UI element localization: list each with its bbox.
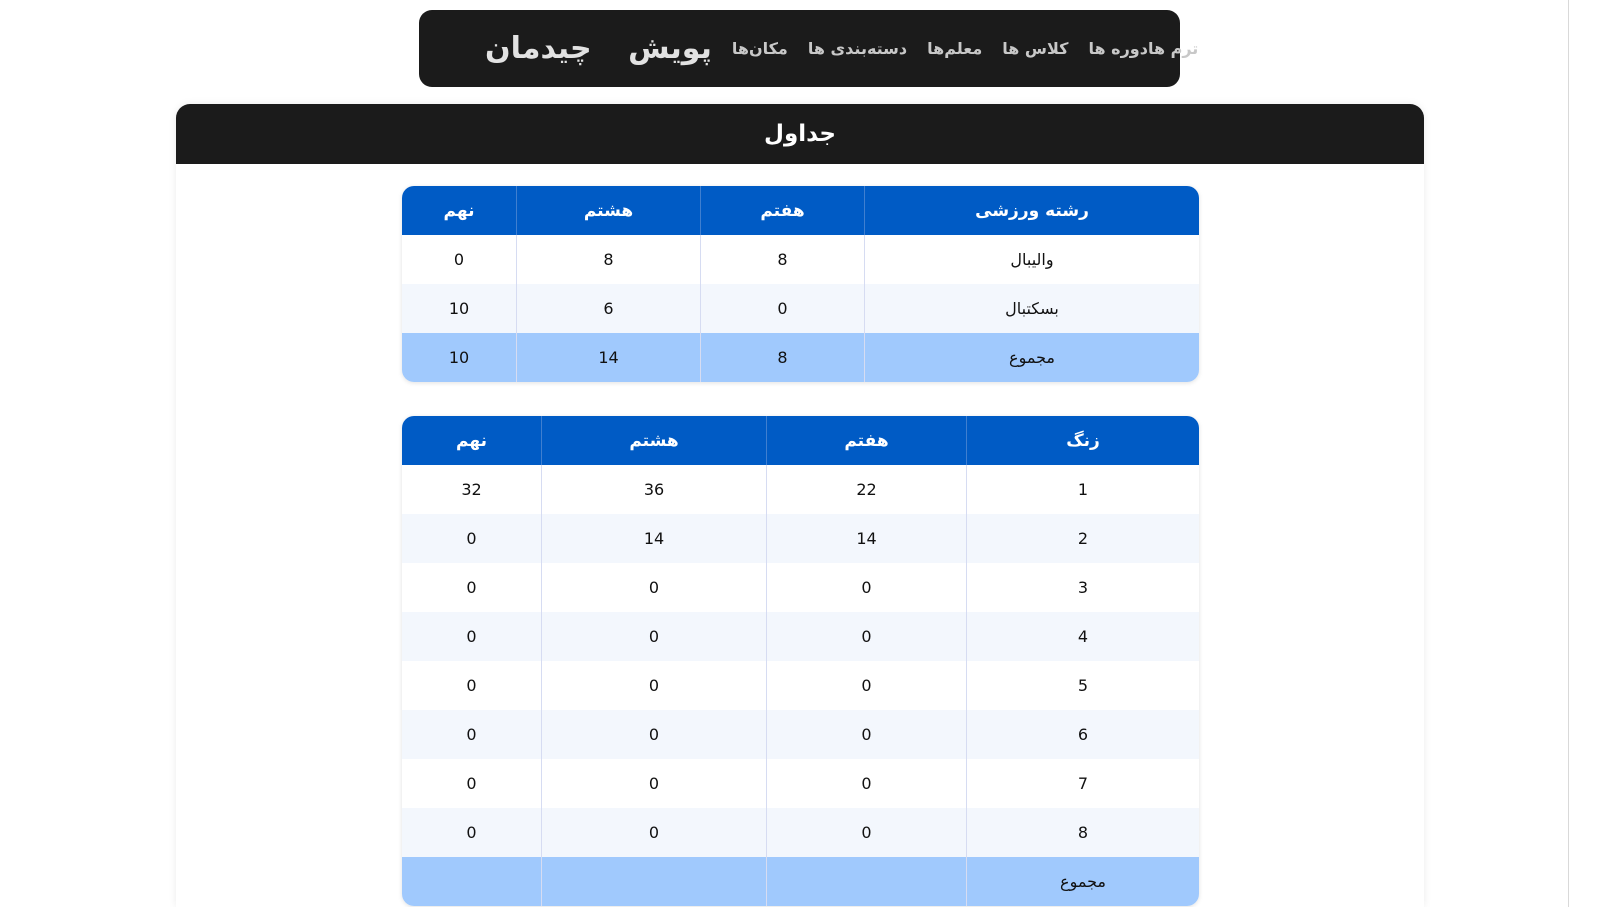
total-cell: 14	[516, 333, 700, 382]
column-header: هفتم	[766, 416, 966, 465]
table-cell: 0	[402, 661, 541, 710]
table-cell: 0	[766, 661, 966, 710]
table-cell: 0	[700, 284, 864, 333]
table-cell: 0	[541, 710, 766, 759]
table-cell: 0	[402, 563, 541, 612]
table-cell: 8	[966, 808, 1199, 857]
table-cell: 4	[966, 612, 1199, 661]
table-cell: 0	[766, 710, 966, 759]
nav-link-terms[interactable]: ترم ها	[1147, 39, 1199, 58]
table-cell: 0	[541, 759, 766, 808]
table-cell: 10	[402, 284, 516, 333]
brand-logo[interactable]	[485, 31, 712, 66]
nav-link-teachers[interactable]: معلم‌ها	[927, 39, 983, 58]
table-cell: 0	[402, 612, 541, 661]
bells-table	[402, 416, 1199, 906]
table-cell: 0	[402, 710, 541, 759]
table-cell: 0	[402, 514, 541, 563]
column-header: نهم	[402, 186, 516, 235]
table-cell: 0	[402, 808, 541, 857]
table-cell: 0	[402, 235, 516, 284]
total-cell: 8	[700, 333, 864, 382]
table-cell: 14	[541, 514, 766, 563]
table-row	[402, 235, 1199, 284]
total-cell	[541, 857, 766, 906]
nav-link-courses[interactable]: دوره ها	[1088, 39, 1148, 58]
total-row	[402, 857, 1199, 906]
table-cell: 5	[966, 661, 1199, 710]
table-row	[402, 612, 1199, 661]
column-header: هشتم	[541, 416, 766, 465]
table-cell: 0	[766, 563, 966, 612]
table-cell: 6	[966, 710, 1199, 759]
table-cell: 0	[541, 563, 766, 612]
panel-title: جداول	[176, 104, 1424, 164]
table-cell: 0	[766, 759, 966, 808]
total-cell	[402, 857, 541, 906]
total-cell	[766, 857, 966, 906]
table-cell: 2	[966, 514, 1199, 563]
column-header: رشته ورزشی	[864, 186, 1199, 235]
column-header: زنگ	[966, 416, 1199, 465]
table-cell: 8	[516, 235, 700, 284]
table-row	[402, 661, 1199, 710]
table-header-row	[402, 186, 1199, 235]
table-row	[402, 563, 1199, 612]
total-cell: 10	[402, 333, 516, 382]
table-cell: 7	[966, 759, 1199, 808]
table-cell: 0	[766, 612, 966, 661]
table-header-row	[402, 416, 1199, 465]
table-cell: 0	[766, 808, 966, 857]
column-header: هشتم	[516, 186, 700, 235]
table-cell: 14	[766, 514, 966, 563]
table-cell: 0	[541, 612, 766, 661]
window-scrollbar[interactable]	[1568, 0, 1569, 907]
total-row	[402, 333, 1199, 382]
table-cell: 36	[541, 465, 766, 514]
table-row	[402, 514, 1199, 563]
column-header: نهم	[402, 416, 541, 465]
sports-table	[402, 186, 1199, 382]
total-cell: مجموع	[864, 333, 1199, 382]
table-cell: بسکتبال	[864, 284, 1199, 333]
table-row	[402, 284, 1199, 333]
table-cell: والیبال	[864, 235, 1199, 284]
table-cell: 1	[966, 465, 1199, 514]
table-cell: 3	[966, 563, 1199, 612]
table-cell: 0	[541, 808, 766, 857]
table-row	[402, 808, 1199, 857]
table-row	[402, 759, 1199, 808]
nav-link-places[interactable]: مکان‌ها	[731, 39, 788, 58]
brand-part2: چیدمان	[485, 31, 592, 66]
table-row	[402, 710, 1199, 759]
nav-link-classes[interactable]: کلاس ها	[1002, 39, 1069, 58]
table-cell: 0	[541, 661, 766, 710]
total-cell: مجموع	[966, 857, 1199, 906]
table-cell: 32	[402, 465, 541, 514]
table-row	[402, 465, 1199, 514]
table-cell: 8	[700, 235, 864, 284]
top-navbar	[419, 10, 1199, 87]
table-cell: 0	[402, 759, 541, 808]
brand-part1: پویش	[628, 31, 712, 66]
column-header: هفتم	[700, 186, 864, 235]
table-cell: 6	[516, 284, 700, 333]
table-cell: 22	[766, 465, 966, 514]
nav-link-categories[interactable]: دسته‌بندی ها	[807, 39, 908, 58]
